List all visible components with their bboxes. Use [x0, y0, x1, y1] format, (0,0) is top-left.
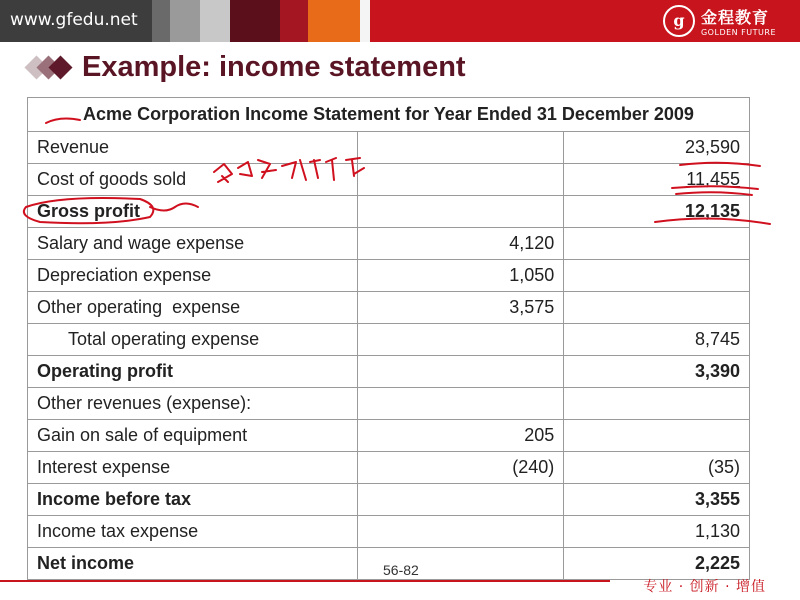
row-right-value: 23,590 [564, 132, 750, 164]
logo-area [370, 0, 800, 42]
row-label: Net income [28, 548, 358, 580]
row-label: Income tax expense [28, 516, 358, 548]
table-row [28, 356, 750, 388]
row-label: Cost of goods sold [28, 164, 358, 196]
footer-slogan: 专业 · 创新 · 增值 [643, 579, 766, 595]
row-mid-value [357, 356, 564, 388]
row-mid-value [357, 164, 564, 196]
row-label: Other revenues (expense): [28, 388, 358, 420]
row-mid-value: 1,050 [357, 260, 564, 292]
table-row [28, 260, 750, 292]
row-mid-value [357, 324, 564, 356]
row-right-value [564, 388, 750, 420]
table-row [28, 228, 750, 260]
table-row [28, 164, 750, 196]
company-logo [663, 5, 776, 37]
table-row [28, 452, 750, 484]
logo-english-name: GOLDEN FUTURE [700, 28, 776, 37]
row-mid-value [357, 484, 564, 516]
page-number: 56-82 [383, 562, 419, 578]
row-mid-value [357, 132, 564, 164]
top-banner [0, 0, 800, 42]
table-row [28, 484, 750, 516]
banner-stripe [152, 0, 170, 42]
row-right-value [564, 260, 750, 292]
website-url: www.gfedu.net [0, 0, 152, 42]
row-label: Revenue [28, 132, 358, 164]
row-mid-value [357, 516, 564, 548]
row-label: Gain on sale of equipment [28, 420, 358, 452]
slide-title: Example: income statement [82, 50, 466, 83]
table-row [28, 516, 750, 548]
table-row [28, 292, 750, 324]
row-right-value [564, 420, 750, 452]
row-label: Other operating expense [28, 292, 358, 324]
row-label: Operating profit [28, 356, 358, 388]
row-mid-value: 3,575 [357, 292, 564, 324]
row-label: Depreciation expense [28, 260, 358, 292]
row-mid-value: 205 [357, 420, 564, 452]
slide-title-row [26, 50, 466, 84]
banner-stripe [230, 0, 280, 42]
income-statement-table [27, 97, 750, 580]
row-label: Total operating expense [28, 324, 358, 356]
row-mid-value [357, 388, 564, 420]
diamond-bullet-icon [26, 50, 82, 84]
table-row [28, 420, 750, 452]
row-label: Interest expense [28, 452, 358, 484]
row-right-value: 12,135 [564, 196, 750, 228]
footer-divider [0, 580, 610, 582]
table-header-row [28, 98, 750, 132]
banner-stripe [170, 0, 200, 42]
table-row [28, 388, 750, 420]
table-row [28, 324, 750, 356]
banner-stripe [360, 0, 370, 42]
row-mid-value: 4,120 [357, 228, 564, 260]
row-right-value: 11,455 [564, 164, 750, 196]
table-heading: Acme Corporation Income Statement for Year Ended 31 December 2009 [28, 98, 750, 132]
row-mid-value: (240) [357, 452, 564, 484]
logo-seal-icon: g [663, 5, 695, 37]
banner-stripe [200, 0, 230, 42]
row-label: Salary and wage expense [28, 228, 358, 260]
row-right-value: 3,355 [564, 484, 750, 516]
row-right-value: 2,225 [564, 548, 750, 580]
row-label: Gross profit [28, 196, 358, 228]
banner-stripe [280, 0, 308, 42]
row-right-value: (35) [564, 452, 750, 484]
row-mid-value [357, 196, 564, 228]
row-right-value: 8,745 [564, 324, 750, 356]
row-label: Income before tax [28, 484, 358, 516]
banner-stripe [308, 0, 360, 42]
row-right-value: 3,390 [564, 356, 750, 388]
row-right-value [564, 292, 750, 324]
row-right-value [564, 228, 750, 260]
row-right-value: 1,130 [564, 516, 750, 548]
logo-chinese-name: 金程教育 [700, 8, 769, 27]
table-row [28, 132, 750, 164]
table-row [28, 196, 750, 228]
